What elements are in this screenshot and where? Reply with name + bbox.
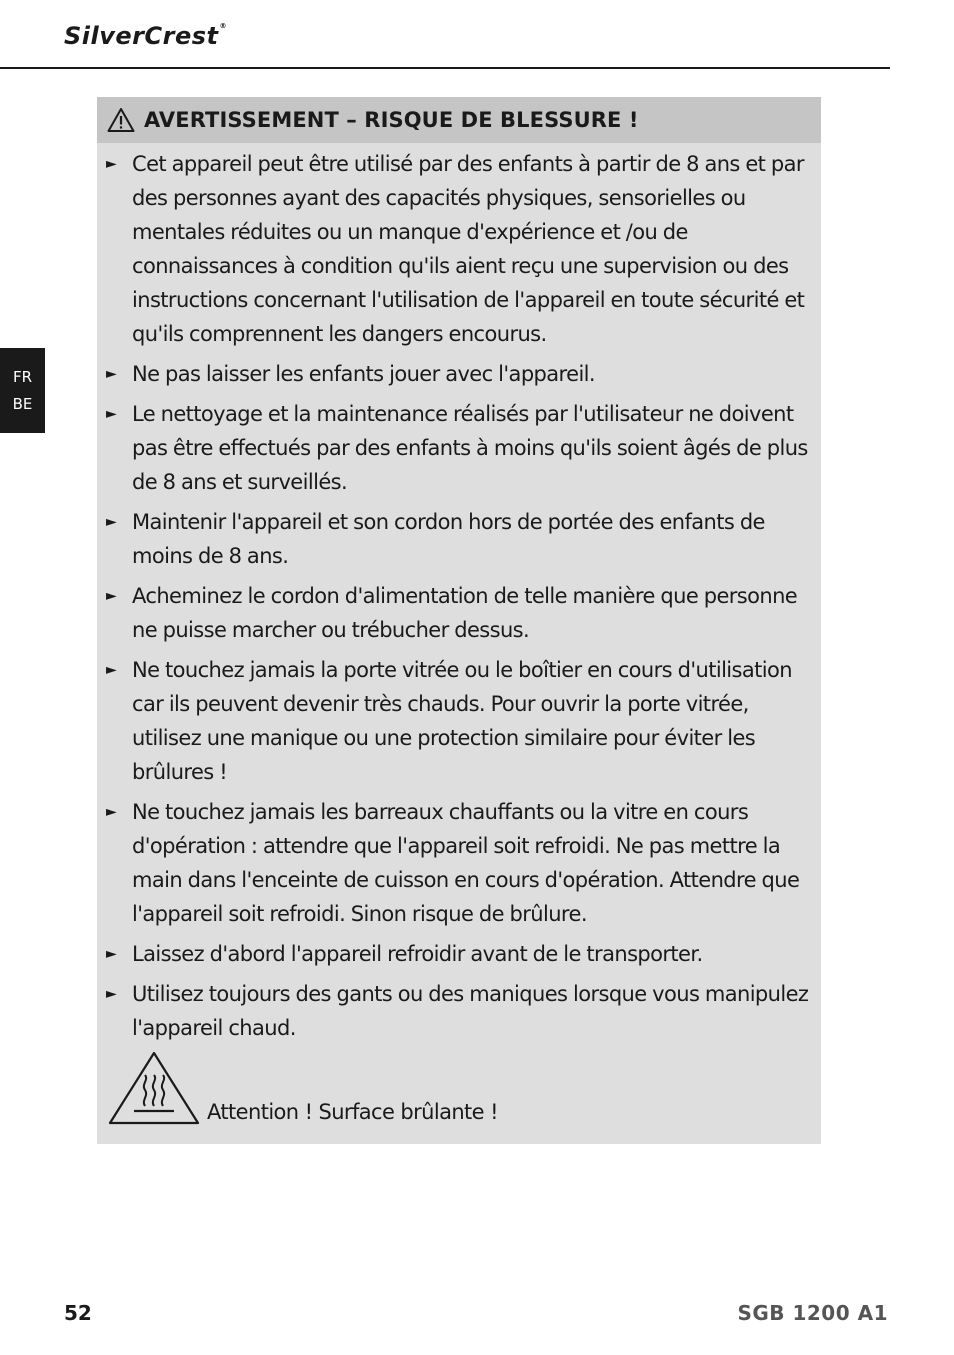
list-item [97, 653, 821, 789]
list-item-text: Ne pas laisser les enfants jouer avec l'appareil. [132, 362, 595, 386]
language-code-fr: FR [12, 367, 33, 386]
bullet-arrow-icon: ► [106, 588, 117, 604]
list-item-text: Le nettoyage et la maintenance réalisés par l'utilisateur ne doivent pas être effectués par des enfants à moins qu'ils soient âgés de plus de 8 ans et surveillés. [132, 402, 808, 494]
list-item-text: Acheminez le cordon d'alimentation de telle manière que personne ne puisse marcher ou trébucher dessus. [132, 584, 798, 642]
list-item [97, 397, 821, 499]
warning-triangle-icon [107, 107, 135, 133]
warning-header [97, 97, 821, 143]
bullet-arrow-icon: ► [106, 366, 117, 382]
brand-trademark: ® [219, 22, 227, 30]
warning-title: AVERTISSEMENT – RISQUE DE BLESSURE ! [144, 108, 639, 132]
brand-logo [64, 22, 227, 50]
model-number: SGB 1200 A1 [737, 1301, 888, 1325]
language-tab [0, 348, 45, 433]
header-divider [0, 67, 890, 69]
list-item [97, 937, 821, 971]
bullet-arrow-icon: ► [106, 514, 117, 530]
warning-list [97, 147, 821, 1051]
list-item-text: Ne touchez jamais la porte vitrée ou le boîtier en cours d'utilisation car ils peuvent devenir très chauds. Pour ouvrir la porte vitrée, utilisez une manique ou une protection similaire pour éviter les brûlures ! [132, 658, 792, 784]
bullet-arrow-icon: ► [106, 662, 117, 678]
list-item [97, 795, 821, 931]
list-item [97, 977, 821, 1045]
bullet-arrow-icon: ► [106, 406, 117, 422]
list-item-text: Utilisez toujours des gants ou des maniques lorsque vous manipulez l'appareil chaud. [132, 982, 809, 1040]
list-item [97, 147, 821, 351]
bullet-arrow-icon: ► [106, 986, 117, 1002]
list-item-text: Cet appareil peut être utilisé par des enfants à partir de 8 ans et par des personnes ayant des capacités physiques, sensorielles ou mentales réduites ou un manque d'expérience et /ou de connaissances à condition qu'ils aient reçu une supervision ou des instructions concernant l'utilisation de l'appareil en toute sécurité et qu'ils comprennent les dangers encourus. [132, 152, 805, 346]
bullet-arrow-icon: ► [106, 156, 117, 172]
hot-surface-notice [107, 1050, 498, 1126]
warning-panel [97, 97, 821, 1144]
list-item-text: Laissez d'abord l'appareil refroidir avant de le transporter. [132, 942, 703, 966]
bullet-arrow-icon: ► [106, 946, 117, 962]
brand-name: SilverCrest [64, 22, 219, 50]
hot-surface-text: Attention ! Surface brûlante ! [207, 1100, 498, 1124]
list-item [97, 357, 821, 391]
country-code-be: BE [12, 394, 33, 413]
hot-surface-icon [107, 1050, 201, 1126]
list-item [97, 505, 821, 573]
list-item-text: Ne touchez jamais les barreaux chauffants ou la vitre en cours d'opération : attendre que l'appareil soit refroidi. Ne pas mettre la main dans l'enceinte de cuisson en cours d'opération. Attendre que l'appareil soit refroidi. Sinon risque de brûlure. [132, 800, 800, 926]
list-item-text: Maintenir l'appareil et son cordon hors de portée des enfants de moins de 8 ans. [132, 510, 765, 568]
bullet-arrow-icon: ► [106, 804, 117, 820]
page-number: 52 [64, 1301, 92, 1325]
list-item [97, 579, 821, 647]
